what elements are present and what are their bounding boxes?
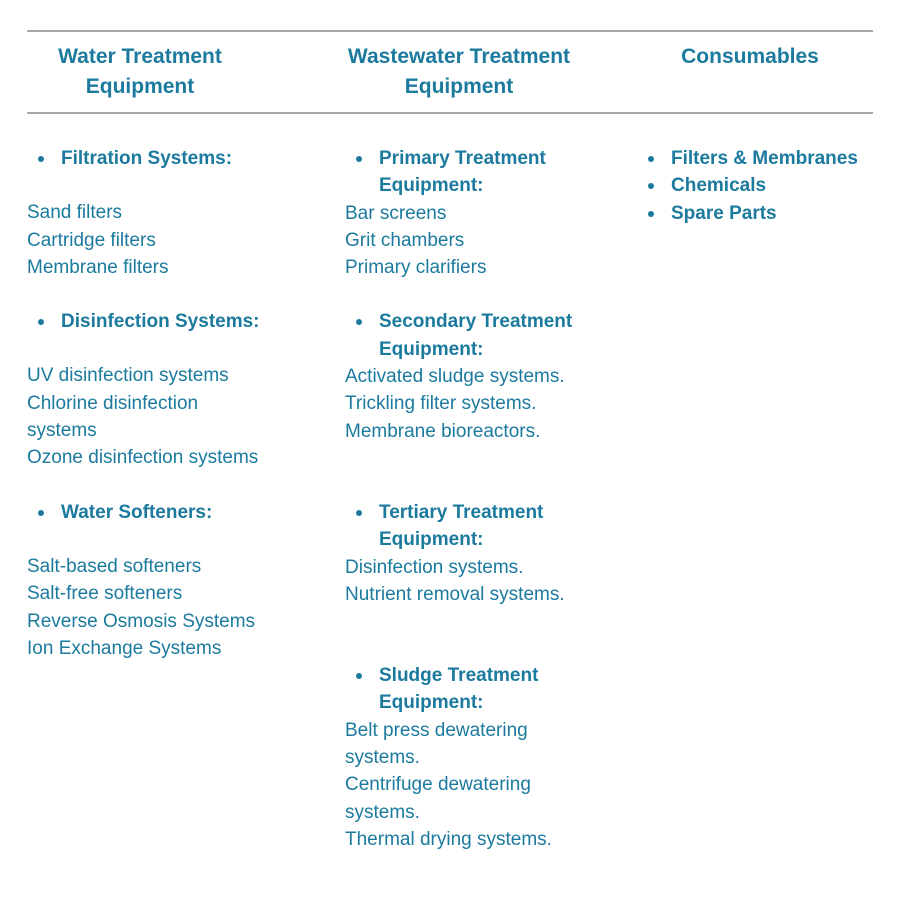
section-disinfection-systems: Disinfection Systems:	[27, 308, 317, 335]
header-water-line2: Equipment	[85, 75, 195, 98]
consumable-filters-membranes: Filters & Membranes	[645, 145, 895, 172]
list-item: Chlorine disinfection	[27, 392, 199, 414]
section-title-line: Equipment:	[379, 692, 484, 714]
list-item: systems	[27, 420, 97, 442]
list-item: Centrifuge dewatering	[345, 774, 531, 796]
list-item: Salt-free softeners	[27, 583, 183, 605]
section-secondary-treatment	[345, 308, 635, 363]
consumables-column	[645, 145, 895, 227]
header-water-line1: Water Treatment	[58, 45, 222, 68]
list-item: UV disinfection systems	[27, 365, 229, 387]
section-title-line: Equipment:	[379, 175, 484, 197]
section-title-line: Tertiary Treatment	[379, 501, 544, 523]
list-item: Disinfection systems.	[345, 556, 524, 578]
header-divider	[27, 112, 873, 114]
list-item: Grit chambers	[345, 229, 465, 251]
list-item: Activated sludge systems.	[345, 366, 565, 388]
top-divider	[27, 30, 873, 32]
list-item: systems.	[345, 747, 420, 769]
water-treatment-column	[27, 145, 317, 662]
section-primary-treatment	[345, 145, 635, 200]
section-sludge-treatment	[345, 662, 635, 717]
list-item: Nutrient removal systems.	[345, 583, 565, 605]
header-consumables	[660, 42, 840, 72]
list-item: Cartridge filters	[27, 229, 156, 251]
section-title-line: Equipment:	[379, 338, 484, 360]
list-item: Membrane filters	[27, 256, 169, 278]
section-tertiary-treatment	[345, 499, 635, 554]
list-item: Primary clarifiers	[345, 257, 487, 279]
list-item: Bar screens	[345, 202, 447, 224]
header-water-treatment	[27, 42, 253, 102]
header-consumables-line1: Consumables	[681, 45, 819, 68]
section-filtration-systems: Filtration Systems:	[27, 145, 317, 172]
list-item: Salt-based softeners	[27, 555, 202, 577]
wastewater-treatment-column	[345, 145, 635, 853]
consumable-spare-parts: Spare Parts	[645, 200, 895, 227]
list-item: Reverse Osmosis Systems	[27, 610, 256, 632]
header-wastewater-treatment	[330, 42, 588, 102]
header-wastewater-line2: Equipment	[404, 75, 514, 98]
section-title-line: Secondary Treatment	[379, 311, 573, 333]
list-item: Belt press dewatering	[345, 719, 528, 741]
section-water-softeners: Water Softeners:	[27, 499, 317, 526]
list-item: Ozone disinfection systems	[27, 447, 259, 469]
list-item: Ion Exchange Systems	[27, 637, 222, 659]
section-title-line: Equipment:	[379, 529, 484, 551]
consumable-chemicals: Chemicals	[645, 172, 895, 199]
header-wastewater-line1: Wastewater Treatment	[347, 45, 571, 68]
section-title-line: Sludge Treatment	[379, 665, 539, 687]
list-item: Membrane bioreactors.	[345, 420, 541, 442]
list-item: systems.	[345, 801, 420, 823]
list-item: Trickling filter systems.	[345, 393, 537, 415]
list-item: Thermal drying systems.	[345, 828, 552, 850]
section-title-line: Primary Treatment	[379, 148, 546, 169]
list-item: Sand filters	[27, 202, 123, 224]
